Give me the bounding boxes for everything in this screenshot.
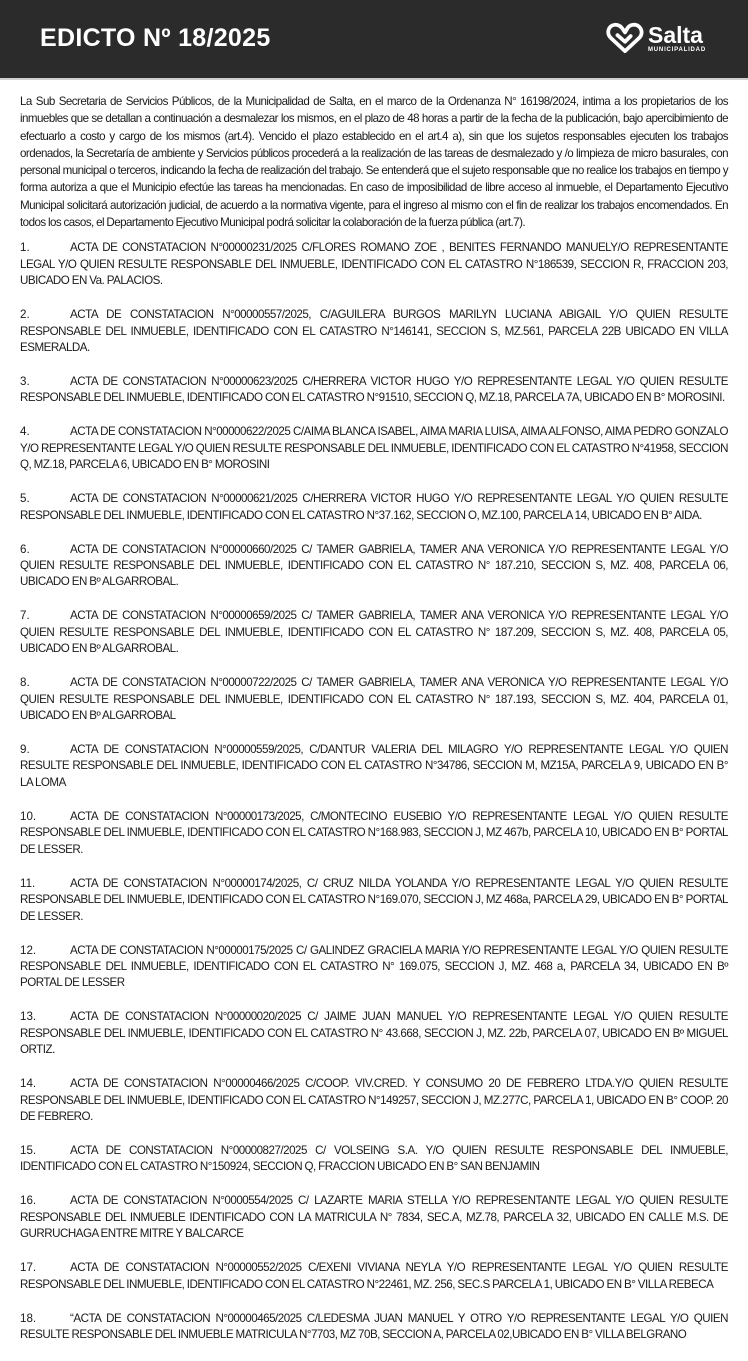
item-text: ACTA DE CONSTATACION N°00000827/2025 C/ VOLSEING S.A. Y/O QUIEN RESULTE RESPONSABLE DEL INMUEBLE, IDENTIFICADO CON EL CATASTRO N°150924, SECCION Q, FRACCION UBICADO EN B° SAN BENJAMIN — [20, 1143, 728, 1174]
item-text: ACTA DE CONSTATACION N°00000231/2025 C/FLORES ROMANO ZOE , BENITES FERNANDO MANUELY/O REPRESENTANTE LEGAL Y/O QUIEN RESULTE RESPONSABLE DEL INMUEBLE, IDENTIFICADO CON EL CATASTRO N°186539, SECCION R, FRACCION 203, UBICADO EN Va. PALACIOS. — [20, 241, 728, 288]
item-number: 6. — [20, 542, 30, 556]
item-text: ACTA DE CONSTATACION N°00000623/2025 C/HERRERA VICTOR HUGO Y/O REPRESENTANTE LEGAL Y/O QUIEN RESULTE RESPONSABLE DEL INMUEBLE, IDENTIFICADO CON EL CATASTRO N°91510, SECCION Q, MZ.18, PARCELA 7A, UBICADO EN B° MOROSINI. — [20, 375, 728, 405]
item-number: 12. — [20, 943, 37, 957]
list-item — [20, 1260, 728, 1293]
list-item — [20, 240, 728, 289]
item-text: ACTA DE CONSTATACION N°00000621/2025 C/HERRERA VICTOR HUGO Y/O REPRESENTANTE LEGAL Y/O QUIEN RESULTE RESPONSABLE DEL INMUEBLE, IDENTIFICADO CON EL CATASTRO N°37.162, SECCION O, MZ.100, PARCELA 14, UBICADO EN B° AIDA. — [20, 492, 728, 522]
acta-list — [20, 240, 728, 1343]
list-item — [20, 307, 728, 356]
item-text: ACTA DE CONSTATACION N°00000559/2025, C/DANTUR VALERIA DEL MILAGRO Y/O REPRESENTANTE LEGAL Y/O QUIEN RESULTE RESPONSABLE DEL INMUEBLE, IDENTIFICADO CON EL CATASTRO N°34786, SECCION M, MZ15A, PARCELA 9, UBICADO EN B° LA LOMA — [20, 743, 728, 789]
header-bar — [0, 0, 748, 80]
item-number: 10. — [20, 809, 37, 823]
list-item — [20, 1009, 728, 1058]
item-text: ACTA DE CONSTATACION N°00000175/2025 C/ GALINDEZ GRACIELA MARIA Y/O REPRESENTANTE LEGAL Y/O QUIEN RESULTE RESPONSABLE DEL INMUEBLE, IDENTIFICADO CON EL CATASTRO N° 169.075, SECCION J, MZ. 468 a, PARCELA 34, UBICADO EN Bº PORTAL DE LESSER — [20, 943, 728, 990]
item-number: 18. — [20, 1311, 37, 1325]
item-number: 15. — [20, 1143, 37, 1157]
item-text: “ACTA DE CONSTATACION N°00000465/2025 C/LEDESMA JUAN MANUEL Y OTRO Y/O REPRESENTANTE LEGAL Y/O QUIEN RESULTE RESPONSABLE DEL INMUEBLE MATRICULA N°7703, MZ 70B, SECCION A, PARCELA 02,UBICADO EN B° VILLA BELGRANO — [20, 1311, 728, 1341]
item-number: 7. — [20, 609, 30, 623]
item-number: 2. — [20, 308, 30, 322]
list-item — [20, 1311, 728, 1344]
heart-logo-icon — [606, 22, 644, 54]
item-number: 3. — [20, 375, 30, 388]
list-item — [20, 943, 728, 992]
intro-paragraph: La Sub Secretaria de Servicios Públicos, de la Municipalidad de Salta, en el marco de la Ordenanza N° 16198/2024, intima a los propietarios de los inmuebles que se detallan a continuación a desmalezar los mismos, en el plazo de 48 horas a partir de la fecha de la publicación, bajo apercibimiento de efectuarlo a costo y cargo de los mismos (art.4). Vencido el plazo establecido en el art.4 a), sin que los sujetos responsables ejecuten los trabajos ordenados, la Secretaría de ambiente y Servicios públicos procederá a la realización de las tareas de desmalezado y /o limpieza de micro basurales, con personal municipal o terceros, indicando la fecha de realización del trabajo. Se entenderá que el sujeto responsable que no realice los trabajos en tiempo y forma autoriza a que el Municipio efectúe las tareas ha mencionadas. En caso de imposibilidad de libre acceso al inmueble, el Departamento Ejecutivo Municipal solicitará autorización judicial, de acuerdo a la normativa vigente, para el ingreso al mismo con el fin de realizar los trabajos encomendados. En todos los casos, el Departamento Ejecutivo Municipal podrá solicitar la colaboración de la fuerza pública (art.7). — [20, 95, 728, 230]
item-number: 14. — [20, 1077, 37, 1091]
list-item — [20, 374, 728, 407]
list-item — [20, 742, 728, 791]
item-text: ACTA DE CONSTATACION N°00000659/2025 C/ TAMER GABRIELA, TAMER ANA VERONICA Y/O REPRESENTANTE LEGAL Y/O QUIEN RESULTE RESPONSABLE DEL INMUEBLE, IDENTIFICADO CON EL CATASTRO N° 187.209, SECCION S, MZ. 408, PARCELA 05, UBICADO EN Bº ALGARROBAL. — [20, 609, 728, 656]
item-text: ACTA DE CONSTATACION N°00000174/2025, C/ CRUZ NILDA YOLANDA Y/O REPRESENTANTE LEGAL Y/O QUIEN RESULTE RESPONSABLE DEL INMUEBLE, IDENTIFICADO CON EL CATASTRO N°169.070, SECCION J, MZ 468a, PARCELA 29, UBICADO EN B° PORTAL DE LESSER. — [20, 876, 728, 923]
item-text: ACTA DE CONSTATACION N°00000722/2025 C/ TAMER GABRIELA, TAMER ANA VERONICA Y/O REPRESENTANTE LEGAL Y/O QUIEN RESULTE RESPONSABLE DEL INMUEBLE, IDENTIFICADO CON EL CATASTRO N° 187.193, SECCION S, MZ. 404, PARCELA 01, UBICADO EN Bº ALGARROBAL — [20, 676, 728, 723]
list-item — [20, 809, 728, 858]
logo-name: Salta — [648, 21, 703, 48]
logo-subtitle: MUNICIPALIDAD — [648, 46, 706, 53]
item-number: 1. — [20, 241, 30, 255]
item-text: ACTA DE CONSTATACION N°00000020/2025 C/ JAIME JUAN MANUEL Y/O REPRESENTANTE LEGAL Y/O QUIEN RESULTE RESPONSABLE DEL INMUEBLE, IDENTIFICADO CON EL CATASTRO N° 43.668, SECCION J, MZ. 22b, PARCELA 07, UBICADO EN Bº MIGUEL ORTIZ. — [20, 1010, 728, 1057]
item-number: 13. — [20, 1010, 37, 1024]
edict-body — [20, 93, 728, 1361]
list-item — [20, 424, 728, 473]
list-item — [20, 608, 728, 657]
item-number: 11. — [20, 876, 36, 890]
item-text: ACTA DE CONSTATACION N°00000466/2025 C/COOP. VIV.CRED. Y CONSUMO 20 DE FEBRERO LTDA.Y/O QUIEN RESULTE RESPONSABLE DEL INMUEBLE, IDENTIFICADO CON EL CATASTRO N°149257, SECCION J, MZ.277C, PARCELA 1, UBICADO EN B° COOP. 20 DE FEBRERO. — [20, 1077, 728, 1123]
list-item — [20, 542, 728, 591]
item-number: 8. — [20, 676, 30, 690]
item-text: ACTA DE CONSTATACION N°00000552/2025 C/EXENI VIVIANA NEYLA Y/O REPRESENTANTE LEGAL Y/O QUIEN RESULTE RESPONSABLE DEL INMUEBLE, IDENTIFICADO CON EL CATASTRO N°22461, MZ. 256, SEC.S PARCELA 1, UBICADO EN B° VILLA REBECA — [20, 1261, 728, 1291]
list-item — [20, 876, 728, 925]
page-title: EDICTO Nº 18/2025 — [40, 24, 271, 52]
item-number: 17. — [20, 1261, 37, 1275]
item-text: ACTA DE CONSTATACION N°00000622/2025 C/AIMA BLANCA ISABEL, AIMA MARIA LUISA, AIMA ALFONSO, AIMA PEDRO GONZALO Y/O REPRESENTANTE LEGAL Y/O QUIEN RESULTE RESPONSABLE DEL INMUEBLE, IDENTIFICADO CON EL CATASTRO N°41958, SECCION Q, MZ.18, PARCELA 6, UBICADO EN B° MOROSINI — [20, 425, 728, 472]
list-item — [20, 675, 728, 724]
list-item — [20, 1193, 728, 1242]
item-text: ACTA DE CONSTATACION N°0000554/2025 C/ LAZARTE MARIA STELLA Y/O REPRESENTANTE LEGAL Y/O QUIEN RESULTE RESPONSABLE DEL INMUEBLE IDENTIFICADO CON LA MATRICULA N° 7834, SEC.A, MZ.78, PARCELA 32, UBICADO EN CALLE M.S. DE GURRUCHAGA ENTRE MITRE Y BALCARCE — [20, 1194, 728, 1241]
item-number: 5. — [20, 492, 30, 506]
list-item — [20, 1076, 728, 1125]
item-text: ACTA DE CONSTATACION N°00000660/2025 C/ TAMER GABRIELA, TAMER ANA VERONICA Y/O REPRESENTANTE LEGAL Y/O QUIEN RESULTE RESPONSABLE DEL INMUEBLE, IDENTIFICADO CON EL CATASTRO N° 187.210, SECCION S, MZ. 408, PARCELA 06, UBICADO EN Bº ALGARROBAL. — [20, 542, 728, 589]
list-item — [20, 491, 728, 524]
item-number: 4. — [20, 425, 30, 439]
item-text: ACTA DE CONSTATACION N°00000557/2025, C/AGUILERA BURGOS MARILYN LUCIANA ABIGAIL Y/O QUIEN RESULTE RESPONSABLE DEL INMUEBLE, IDENTIFICADO CON EL CATASTRO N°146141, SECCION S, MZ.561, PARCELA 22B UBICADO EN VILLA ESMERALDA. — [20, 308, 728, 354]
item-text: ACTA DE CONSTATACION N°00000173/2025, C/MONTECINO EUSEBIO Y/O REPRESENTANTE LEGAL Y/O QUIEN RESULTE RESPONSABLE DEL INMUEBLE, IDENTIFICADO CON EL CATASTRO N°168.983, SECCION J, MZ 467b, PARCELA 10, UBICADO EN B° PORTAL DE LESSER. — [20, 809, 728, 856]
salta-logo — [606, 22, 706, 54]
item-number: 9. — [20, 743, 30, 757]
list-item — [20, 1143, 728, 1176]
item-number: 16. — [20, 1194, 37, 1208]
